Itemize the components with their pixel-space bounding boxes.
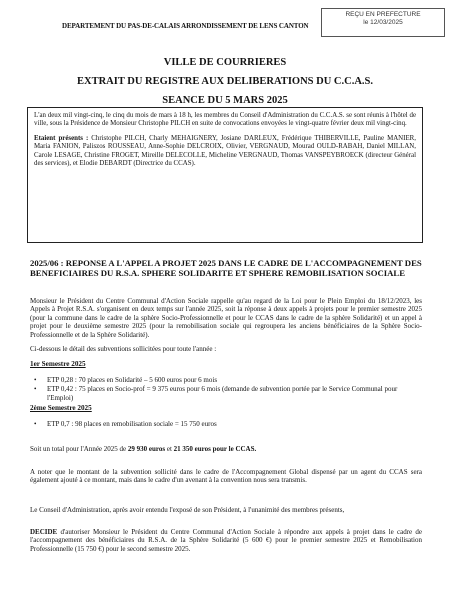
stamp-line-1: REÇU EN PREFECTURE	[345, 11, 421, 18]
list-item: • ETP 0,7 : 98 places en remobilisation sociale = 15 750 euros	[30, 420, 422, 428]
attendees	[34, 135, 416, 169]
deliberation-subject: 2025/06 : REPONSE A L'APPEL A PROJET 2025 DANS LE CADRE DE L'ACCOMPAGNEMENT DES BENEFICIAIRES DU R.S.A. SPHERE SOLIDARITE ET SPHERE REMOBILISATION SOCIALE	[30, 258, 422, 278]
attendees-list: Christophe PILCH, Charly MEHAIGNERY, Josiane DARLEUX, Frédérique THIBERVILLE, Pauline MANIER, Maria FANION, Paliszos ROUSSEAU, Anne-Sophie DELCROIX, Olivier, VERGNAUD, Mourad OULD-RABAH, Daniel MILLAN, Carole LESAGE, Christine FROGET, Mireille DELECOLLE, Micheline VERGNAUD, Thomas VANSPEYBROECK (directeur Général des services), et Elodie DEBARDT (Directrice du CCAS).	[34, 134, 416, 168]
list-item: • ETP 0,28 : 70 places en Solidarité – 5 600 euros pour 6 mois	[30, 376, 422, 384]
paragraph-detail-intro: Ci-dessous le détail des subventions sollicitées pour toute l'année :	[30, 345, 217, 353]
ccas-amount: 21 350 euros pour le CCAS.	[173, 445, 257, 453]
semester-1-heading: 1er Semestre 2025	[30, 360, 86, 368]
town-title: VILLE DE COURRIERES	[163, 57, 287, 68]
semester-1-list	[30, 376, 422, 403]
list-item: • ETP 0,42 : 75 places en Socio-prof = 9 375 euros pour 6 mois (demande de subvention portée par le Service Communal pour l'Emploi)	[30, 385, 422, 402]
total-text: Soit un total pour l'Année 2025 de	[30, 445, 128, 453]
attendance-box	[27, 107, 423, 243]
total-joiner: et	[165, 445, 174, 453]
semester-2-heading: 2ème Semestre 2025	[30, 404, 92, 412]
paragraph-note: A noter que le montant de la subvention sollicité dans le cadre de l'Accompagnement Global dispensé par un agent du CCAS sera également ajouté à ce montant, mais dans le cadre d'un avenant à la convention nous sera transmis.	[30, 468, 422, 485]
meeting-intro: L'an deux mil vingt-cinq, le cinq du mois de mars à 18 h, les membres du Conseil d'Administration du C.C.A.S. se sont réunis à l'hôtel de ville, sous la Présidence de Monsieur Christophe PILCH en suite de convocations envoyées le vingt-quatre février deux mil vingt-cinq.	[34, 112, 416, 128]
seance-title: SEANCE DU 5 MARS 2025	[162, 95, 288, 106]
extract-title: EXTRAIT DU REGISTRE AUX DELIBERATIONS DU C.C.A.S.	[76, 76, 373, 87]
total-amount: 29 930 euros	[127, 445, 166, 453]
decision-label: DECIDE	[30, 528, 58, 536]
paragraph-decision	[30, 528, 422, 553]
paragraph-council: Le Conseil d'Administration, après avoir entendu l'exposé de son Président, à l'unanimité des membres présents,	[30, 506, 345, 514]
stamp-line-2: le 12/03/2025	[363, 19, 403, 26]
decision-text: d'autoriser Monsieur le Président du Centre Communal d'Action Sociale à répondre aux appels à projet dans le cadre de l'accompagnement des bénéficiaires du R.S.A. de la Sphère Solidarité (5 600 €) pour le premier semestre 2025 et Remobilisation Professionnelle (15 750 €) pour le second semestre 2025.	[30, 528, 422, 553]
paragraph-context: Monsieur le Président du Centre Communal d'Action Sociale rappelle qu'au regard de la Loi pour le Plein Emploi du 18/12/2023, les Appels à Projet R.S.A. s'organisent en deux temps sur l'année 2025, soit la réponse à deux appels à projets pour le premier semestre 2025 (pour la commune dans le cadre de la sphère Socio-Professionnelle et pour le CCAS dans le cadre de la sphère Solidarité) et un appel à projet pour le deuxième semestre 2025 (pour la remobilisation sociale qui regroupera les anciens bénéficiaires de la Sphère Socio-Professionnelle et de la Sphère Solidarité).	[30, 297, 422, 339]
paragraph-total	[30, 445, 422, 453]
semester-2-list	[30, 420, 422, 429]
attendees-label: Etaient présents :	[34, 134, 89, 142]
department-header: DEPARTEMENT DU PAS-DE-CALAIS ARRONDISSEMENT DE LENS CANTON	[62, 22, 309, 30]
